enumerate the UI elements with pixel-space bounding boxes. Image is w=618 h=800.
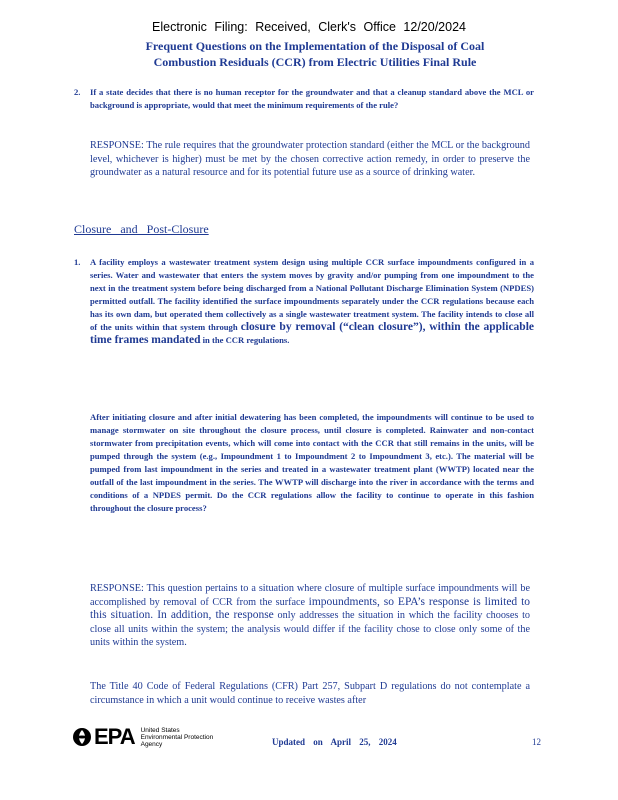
question-paragraph-2: After initiating closure and after initial dewatering has been completed, the impoundments will continue to be used to manage stormwater on site throughout the closure process, until closure is completed. Rainwater and non-contact stormwater from precipitation events, which will come into contact with the CCR that still remains in the units, will be pumped through the system (e.g., Impoundment 1 to Impoundment 2 to Impoundment 3, etc.). The material will be pumped from last impoundment in the series and treated in a wastewater treatment plant (WWTP) located near the outfall of the last impoundment in the series. The WWTP will discharge into the river in accordance with the terms and conditions of a NPDES permit. Do the CCR regulations allow the facility to continue to operate in this fashion throughout the closure process? xyxy=(90,412,534,513)
question-text: If a state decides that there is no human receptor for the groundwater and that a cleanup standard above the MCL or background is appropriate, would that meet the minimum requirements of the rule? xyxy=(90,87,534,110)
question-number: 2. xyxy=(74,87,81,97)
question-paragraph-1-text: A facility employs a wastewater treatment system design using multiple CCR surface impoundments configured in a series. Water and wastewater that enters the system moves by gravity and/or pumping from one impoundment to the next in the treatment system before being discharged from a National Pollutant Discharge Elimination System (NPDES) permitted outfall. The facility identified the surface impoundments separately under the CCR regulations because each has its own dam, but operated them collectively as a single wastewater treatment system. The facility intends to close all of the units within that system through xyxy=(90,257,534,332)
updated-date: Updated on April 25, 2024 xyxy=(272,737,397,747)
question-2 xyxy=(74,86,534,112)
filing-stamp: Electronic Filing: Received, Clerk's Office 12/20/2024 xyxy=(152,20,466,34)
response-1-part-b: only addresses the situation in which the facility chooses to close all units within the system; the analysis would differ if the facility chose to close only some of the units within the system. xyxy=(90,610,531,648)
agency-name: United States Environmental Protection Agency xyxy=(140,726,214,748)
response-1-continued: The Title 40 Code of Federal Regulations (CFR) Part 257, Subpart D regulations do not contemplate a circumstance in which a unit would continue to receive wastes after xyxy=(90,681,530,706)
epa-flower-icon xyxy=(72,724,135,750)
question-emphasis: closure by removal (“clean closure”), within the applicable time frames mandated xyxy=(90,321,534,346)
document-title xyxy=(100,38,530,70)
response-1-emphasis: impoundments, so EPA’s response is limited to this situation. In addition, the response xyxy=(90,595,531,621)
question-1-paragraph-2 xyxy=(90,411,534,515)
response-1-part-a: RESPONSE: This question pertains to a situation where closure of multiple surface impoundments will be accomplished by removal of CCR from the surface xyxy=(90,583,530,608)
epa-wordmark: EPA xyxy=(94,724,135,749)
question-paragraph-1 xyxy=(90,256,534,347)
section-heading: Closure and Post-Closure xyxy=(74,222,209,236)
response-2: RESPONSE: The rule requires that the groundwater protection standard (either the MCL or the background level, whichever is higher) must be met by the chosen corrective action remedy, in order to preserve the groundwater as a natural resource and for its potential future use as a source of drinking water. xyxy=(90,140,530,178)
page-number: 12 xyxy=(532,737,541,747)
document-title-line-2: Combustion Residuals (CCR) from Electric Utilities Final Rule xyxy=(153,55,477,69)
question-paragraph-1-end: in the CCR regulations. xyxy=(202,335,290,345)
question-number: 1. xyxy=(74,257,81,267)
response-1 xyxy=(90,582,530,650)
question-1 xyxy=(74,256,534,347)
document-title-line-1: Frequent Questions on the Implementation of the Disposal of Coal xyxy=(145,39,485,53)
epa-logo xyxy=(72,724,221,750)
